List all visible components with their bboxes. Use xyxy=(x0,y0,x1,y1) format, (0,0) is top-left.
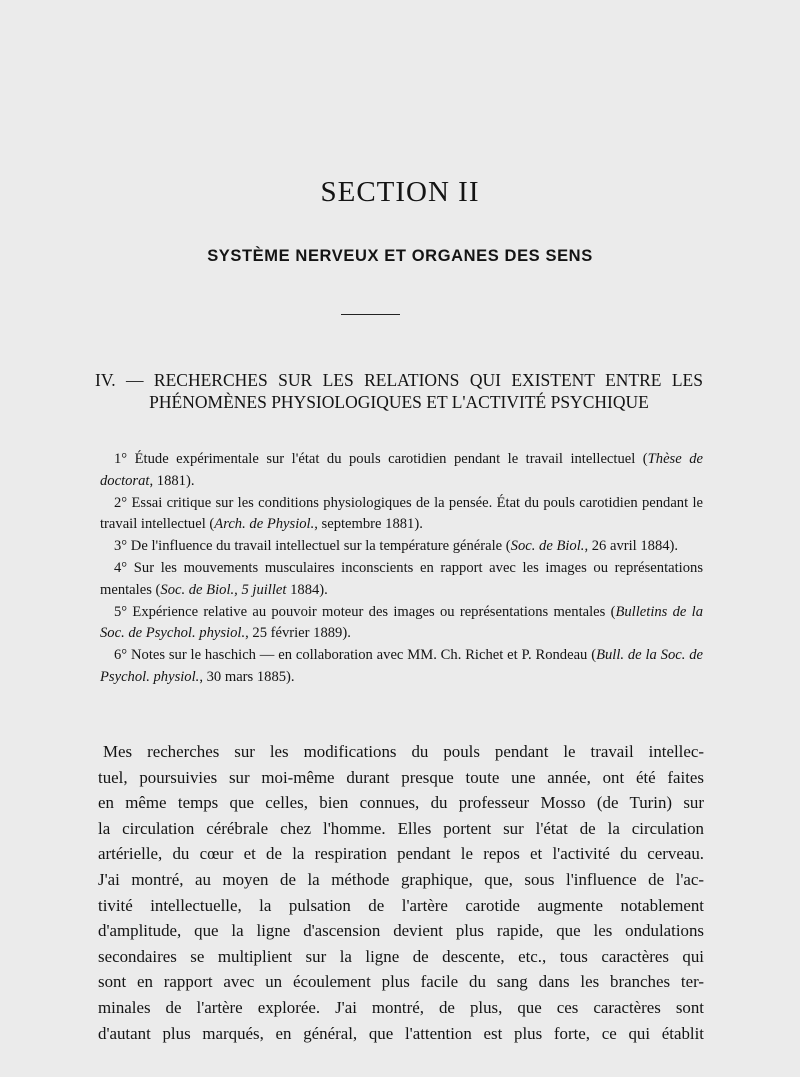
entry-date: , 1881). xyxy=(149,472,195,489)
entry-title: Essai critique sur les conditions physiologiques de la pensée. État du pouls carotidien pendant le travail intellectuel xyxy=(100,494,703,533)
entry-number: 4° xyxy=(114,559,128,576)
chapter-heading xyxy=(95,369,703,413)
entry-date: , 26 avril 1884). xyxy=(584,538,679,555)
entry-date: , 30 mars 1885). xyxy=(199,668,295,685)
body-line: minales de l'artère explorée. J'ai montré, de plus, que ces caractères sont xyxy=(98,997,704,1017)
entry-date: , septembre 1881). xyxy=(314,516,423,533)
bibliography-entry: 3° De l'influence du travail intellectuel sur la température générale (Soc. de Biol., 26 avril 1884). xyxy=(114,538,679,555)
entry-source: Thèse de doctorat xyxy=(100,451,703,489)
body-line: en même temps que celles, bien connues, du professeur Mosso (de Turin) sur xyxy=(98,793,704,813)
entry-title: Étude expérimentale sur l'état du pouls carotidien pendant le travail intellectuel xyxy=(134,451,636,467)
entry-title: Expérience relative au pouvoir moteur des images ou représentations mentales xyxy=(132,603,606,620)
body-paragraph xyxy=(98,739,704,1046)
bibliography-list xyxy=(100,449,703,689)
entry-source: Soc. de Biol. xyxy=(510,538,585,555)
entry-number: 2° xyxy=(114,494,128,511)
entry-title: Notes sur le haschich — en collaboration avec MM. Ch. Richet et P. Rondeau xyxy=(130,647,588,664)
entry-source: Bull. de la Soc. de Psychol. physiol. xyxy=(100,647,703,685)
entry-title: Sur les mouvements musculaires inconscients en rapport avec les images ou représentations mentales xyxy=(100,559,703,598)
entry-number: 3° xyxy=(114,538,128,555)
section-subtitle: SYSTÈME NERVEUX ET ORGANES DES SENS xyxy=(207,247,593,265)
bibliography-entry: 5° Expérience relative au pouvoir moteur des images ou représentations mentales (Bulletins de la Soc. de Psychol. physiol., 25 février 1889). xyxy=(100,603,704,642)
bibliography-entry: 6° Notes sur le haschich — en collaboration avec MM. Ch. Richet et P. Rondeau (Bull. de la Soc. de Psychol. physiol., 30 mars 1885). xyxy=(100,647,703,685)
entry-number: 1° xyxy=(114,451,128,467)
body-line: artérielle, du cœur et de la respiration pendant le repos et l'activité du cerveau. xyxy=(98,844,704,864)
body-line: sont en rapport avec un écoulement plus facile du sang dans les branches ter- xyxy=(98,972,704,992)
body-line: d'amplitude, que la ligne d'ascension devient plus rapide, que les ondulations xyxy=(98,921,704,941)
chapter-heading-line-1: IV. — RECHERCHES SUR LES RELATIONS QUI EXISTENT ENTRE LES xyxy=(95,370,703,390)
entry-source: Arch. de Physiol. xyxy=(214,516,315,533)
bibliography-entry: 1° Étude expérimentale sur l'état du pouls carotidien pendant le travail intellectuel (Thèse de doctorat, 1881). xyxy=(100,451,703,489)
body-line: d'autant plus marqués, en général, que l'attention est plus forte, ce qui établit xyxy=(98,1023,704,1043)
bibliography-entry: 2° Essai critique sur les conditions physiologiques de la pensée. État du pouls carotidien pendant le travail intellectuel (Arch. de Physiol., septembre 1881). xyxy=(100,494,703,533)
entry-source: Soc. de Biol., 5 juillet xyxy=(160,581,287,598)
entry-source: Bulletins de la Soc. de Psychol. physiol. xyxy=(100,603,704,642)
entry-date: , 25 février 1889). xyxy=(245,625,351,642)
chapter-heading-line-2: PHÉNOMÈNES PHYSIOLOGIQUES ET L'ACTIVITÉ PSYCHIQUE xyxy=(149,392,649,412)
entry-title: De l'influence du travail intellectuel sur la température générale xyxy=(130,538,503,555)
body-line: tuel, poursuivies sur moi-même durant presque toute une année, ont été faites xyxy=(98,767,704,787)
entry-number: 6° xyxy=(114,647,128,664)
section-title: SECTION II xyxy=(320,176,480,208)
body-line: la circulation cérébrale chez l'homme. Elles portent sur l'état de la circulation xyxy=(98,818,704,838)
entry-date: 1884). xyxy=(286,581,328,598)
bibliography-entry: 4° Sur les mouvements musculaires inconscients en rapport avec les images ou représentations mentales (Soc. de Biol., 5 juillet 1884). xyxy=(100,559,703,598)
body-line: J'ai montré, au moyen de la méthode graphique, que, sous l'influence de l'ac- xyxy=(98,869,704,889)
body-line: secondaires se multiplient sur la ligne de descente, etc., tous caractères qui xyxy=(98,946,704,966)
entry-number: 5° xyxy=(114,603,128,620)
body-line: tivité intellectuelle, la pulsation de l'artère carotide augmente notablement xyxy=(98,895,704,915)
body-line: Mes recherches sur les modifications du pouls pendant le travail intellec- xyxy=(103,742,704,761)
section-divider xyxy=(341,314,400,315)
